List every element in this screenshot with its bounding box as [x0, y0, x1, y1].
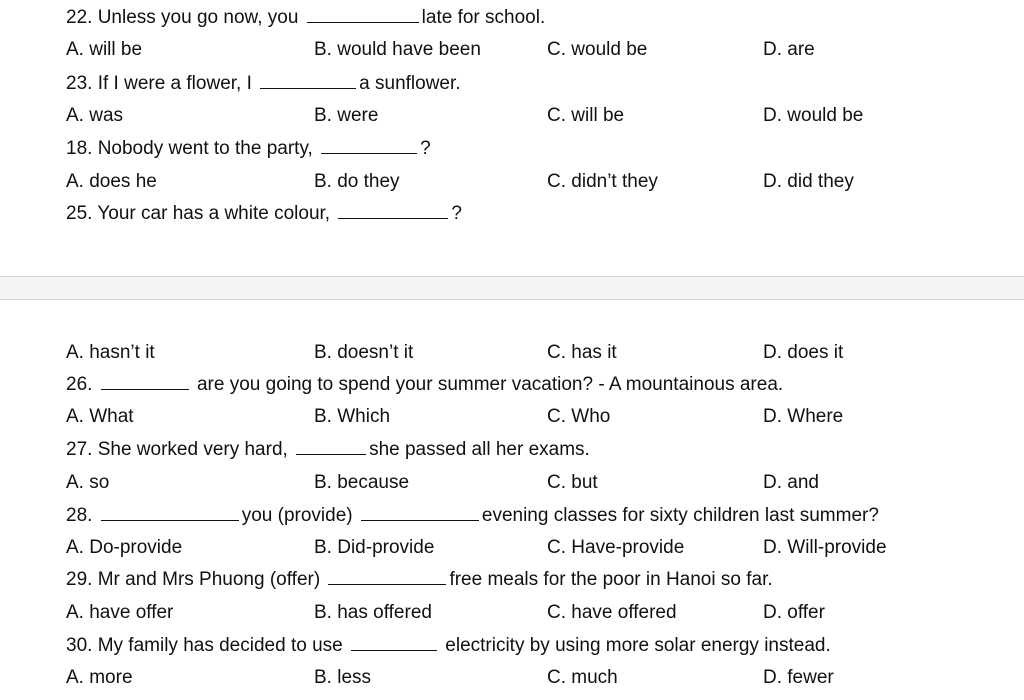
question-text: evening classes for sixty children last summer? [481, 505, 879, 526]
option-a: A. more [66, 667, 133, 688]
question-text: a sunflower. [359, 73, 461, 94]
question-number: 23. [66, 73, 93, 94]
answer-blank [351, 632, 437, 651]
option-d: D. are [763, 39, 815, 60]
option-a: A. will be [66, 39, 143, 60]
question-number: 30. [66, 635, 93, 656]
options-row-27 [66, 467, 966, 499]
question-number: 18. [66, 138, 93, 159]
question-23 [66, 68, 461, 100]
option-d: D. would be [763, 105, 864, 126]
options-row-26 [66, 401, 966, 433]
option-a: A. Do-provide [66, 537, 183, 558]
options-row-18 [66, 166, 966, 198]
document-page-top [0, 0, 1024, 276]
option-a: A. does he [66, 171, 157, 192]
option-c: C. have offered [547, 602, 677, 623]
option-d: D. offer [763, 602, 825, 623]
question-text: she passed all her exams. [369, 439, 590, 460]
question-text: are you going to spend your summer vacation? - A mountainous area. [196, 374, 784, 395]
option-a: A. What [66, 406, 134, 427]
option-b: B. because [314, 472, 410, 493]
option-b: B. Did-provide [314, 537, 435, 558]
option-d: D. Where [763, 406, 844, 427]
question-text: My family has decided to use [97, 635, 343, 656]
question-28 [66, 500, 879, 532]
answer-blank [328, 566, 446, 585]
option-c: C. but [547, 472, 598, 493]
question-30 [66, 630, 831, 662]
option-c: C. much [547, 667, 618, 688]
page-break [0, 276, 1024, 300]
option-b: B. doesn’t it [314, 342, 414, 363]
question-number: 27. [66, 439, 93, 460]
option-a: A. hasn’t it [66, 342, 155, 363]
option-b: B. were [314, 105, 379, 126]
option-a: A. so [66, 472, 110, 493]
question-26 [66, 369, 783, 401]
question-18 [66, 133, 431, 165]
question-text: She worked very hard, [97, 439, 288, 460]
answer-blank [307, 4, 419, 23]
question-29 [66, 564, 773, 596]
option-b: B. Which [314, 406, 391, 427]
question-text: Nobody went to the party, [97, 138, 313, 159]
question-number: 28. [66, 505, 93, 526]
options-row-25 [66, 337, 966, 369]
options-row-29 [66, 597, 966, 629]
question-text: Mr and Mrs Phuong (offer) [97, 569, 321, 590]
options-row-30 [66, 662, 966, 694]
option-c: C. would be [547, 39, 648, 60]
question-text: you (provide) [241, 505, 353, 526]
option-c: C. has it [547, 342, 617, 363]
question-number: 29. [66, 569, 93, 590]
option-c: C. will be [547, 105, 625, 126]
document-page-bottom [0, 300, 1024, 700]
option-c: C. Have-provide [547, 537, 685, 558]
question-27 [66, 434, 590, 466]
option-c: C. didn’t they [547, 171, 658, 192]
option-d: D. and [763, 472, 819, 493]
options-row-22 [66, 34, 966, 66]
answer-blank [321, 135, 417, 154]
question-number: 22. [66, 7, 93, 28]
option-d: D. does it [763, 342, 844, 363]
option-d: D. fewer [763, 667, 834, 688]
question-text: late for school. [421, 7, 546, 28]
question-number: 25. [66, 203, 93, 224]
option-b: B. would have been [314, 39, 481, 60]
option-b: B. has offered [314, 602, 432, 623]
answer-blank [101, 371, 189, 390]
answer-blank [260, 70, 356, 89]
question-text: Your car has a white colour, [97, 203, 331, 224]
option-d: D. Will-provide [763, 537, 887, 558]
answer-blank [361, 502, 479, 521]
question-text: ? [451, 203, 462, 224]
question-text: free meals for the poor in Hanoi so far. [449, 569, 773, 590]
question-number: 26. [66, 374, 93, 395]
question-text: Unless you go now, you [97, 7, 299, 28]
option-d: D. did they [763, 171, 854, 192]
options-row-23 [66, 100, 966, 132]
question-text: electricity by using more solar energy instead. [445, 635, 831, 656]
options-row-28 [66, 532, 966, 564]
option-a: A. was [66, 105, 124, 126]
answer-blank [338, 200, 448, 219]
option-c: C. Who [547, 406, 611, 427]
option-b: B. do they [314, 171, 400, 192]
option-a: A. have offer [66, 602, 174, 623]
question-25 [66, 198, 462, 230]
answer-blank [101, 502, 239, 521]
question-text: ? [420, 138, 431, 159]
question-text: If I were a flower, I [97, 73, 252, 94]
option-b: B. less [314, 667, 372, 688]
answer-blank [296, 436, 366, 455]
question-22 [66, 2, 545, 34]
